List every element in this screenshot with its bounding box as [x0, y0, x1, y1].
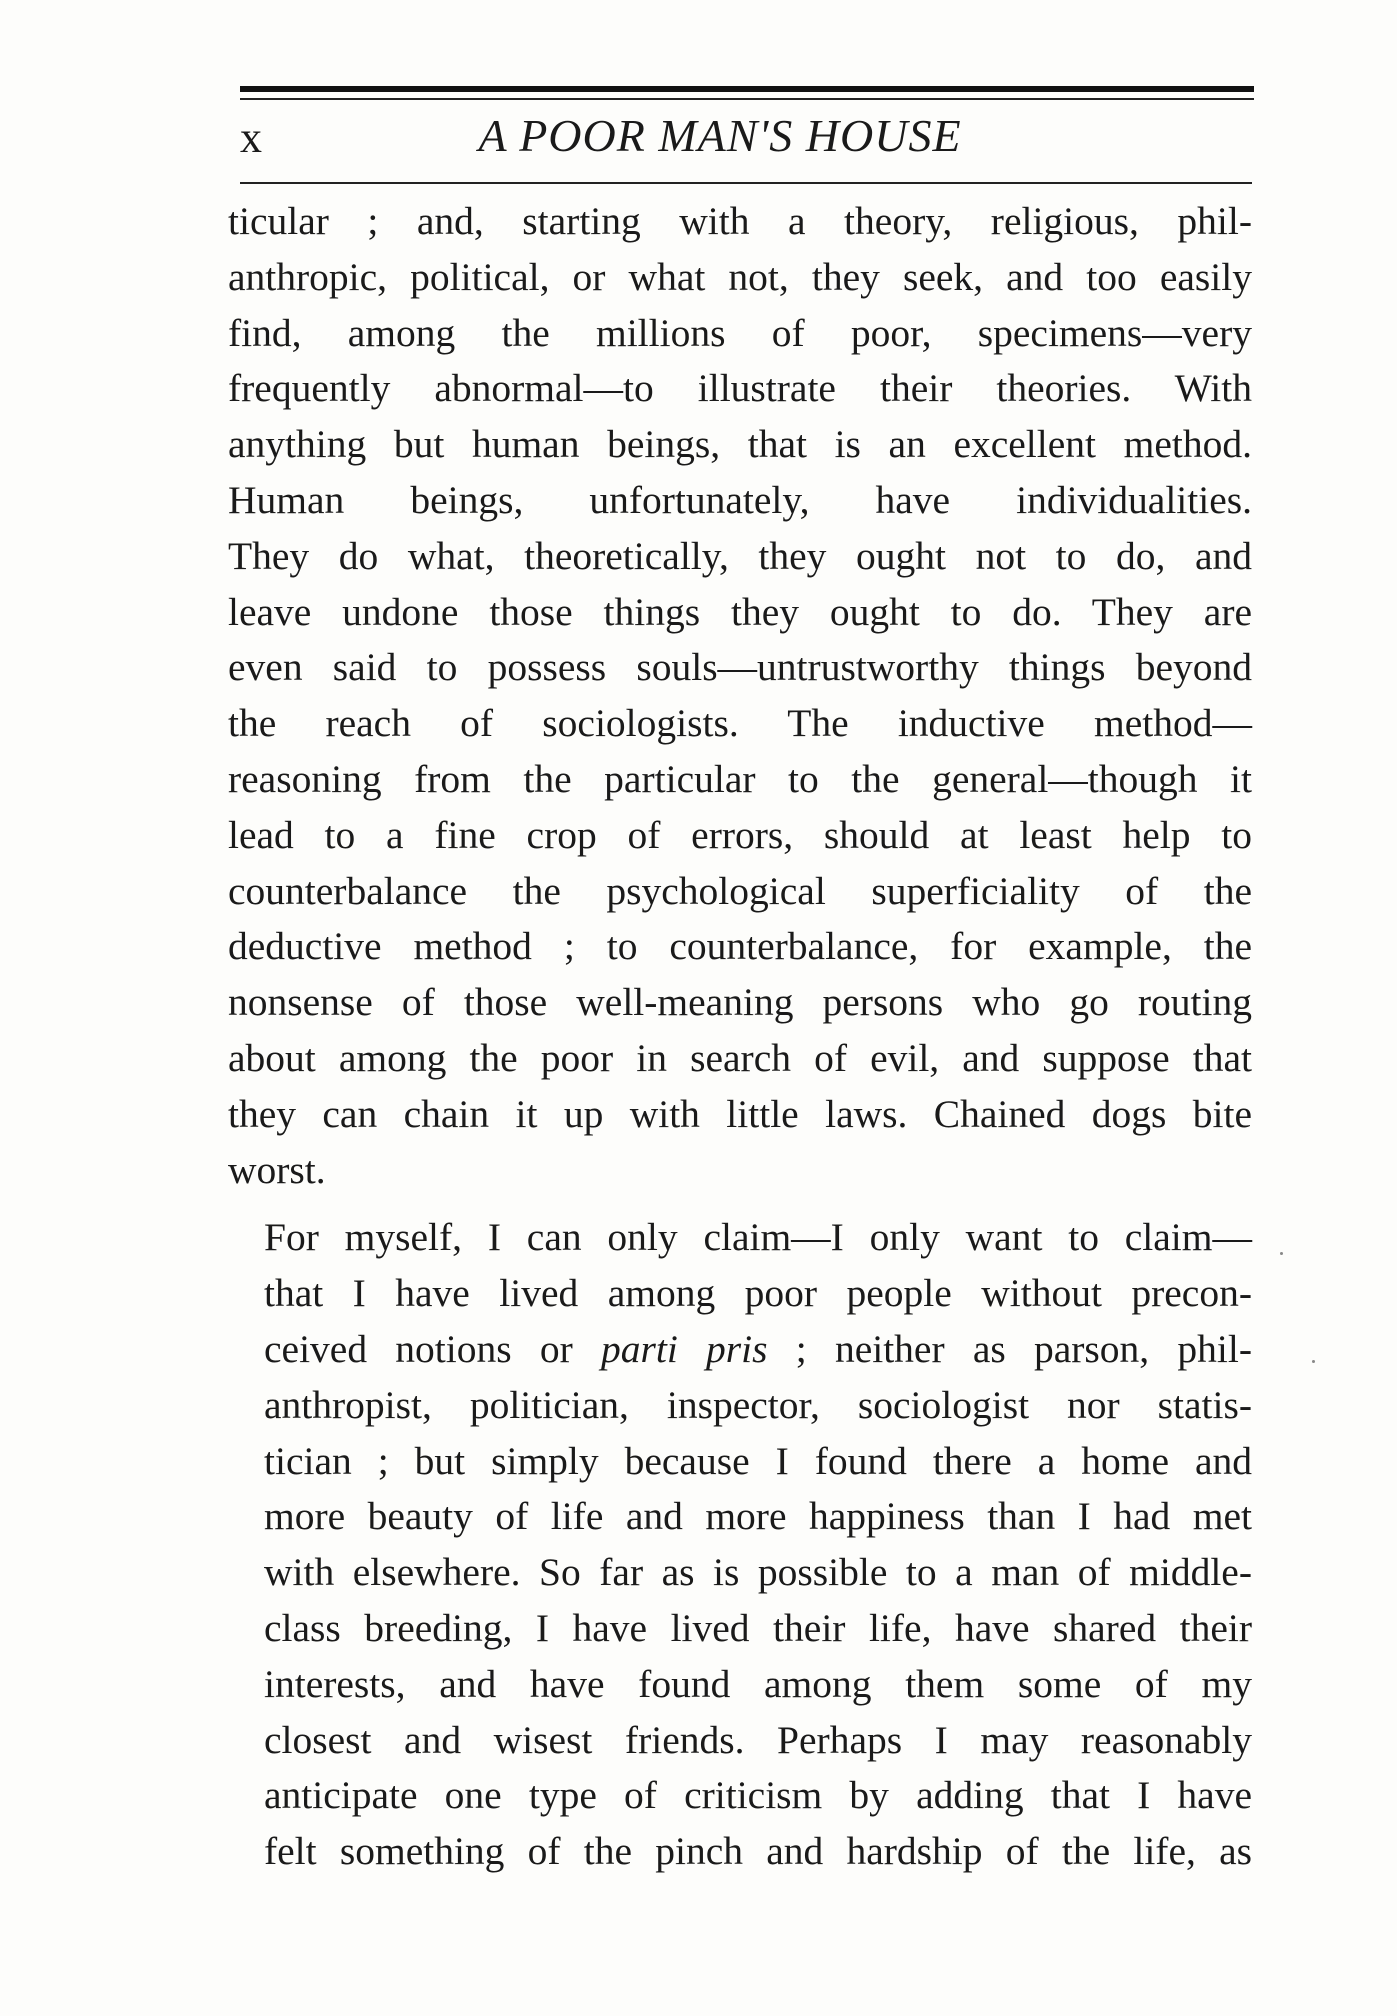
text-segment: ; neither as parson, phil- — [767, 1326, 1252, 1371]
text-line: tician ; but simply because I found there a home and — [264, 1438, 1252, 1483]
text-segment: ceived notions or — [264, 1326, 601, 1371]
text-line: interests, and have found among them some of my — [264, 1661, 1252, 1706]
text-line: the reach of sociologists. The inductive method— — [228, 701, 1252, 746]
text-line: They do what, theoretically, they ought not to do, and — [228, 533, 1252, 578]
text-line: felt something of the pinch and hardship of the life, as — [264, 1829, 1252, 1874]
running-head-title: A POOR MAN'S HOUSE — [478, 110, 962, 161]
body-text — [228, 194, 1252, 1880]
page-number: x — [240, 113, 262, 162]
text-line: even said to possess souls—untrustworthy things beyond — [228, 645, 1252, 690]
text-line: frequently abnormal—to illustrate their theories. With — [228, 366, 1252, 411]
text-line: class breeding, I have lived their life, have shared their — [264, 1605, 1252, 1650]
print-speck — [1312, 1360, 1315, 1363]
paragraph-1 — [228, 194, 1252, 1198]
print-speck — [1280, 1252, 1283, 1255]
text-line: anthropic, political, or what not, they seek, and too easily — [228, 254, 1252, 299]
text-line: anything but human beings, that is an excellent method. — [228, 422, 1252, 467]
italic-phrase: parti pris — [600, 1326, 768, 1371]
text-line: deductive method ; to counterbalance, for example, the — [228, 924, 1252, 969]
text-line: ticular ; and, starting with a theory, religious, phil- — [228, 199, 1252, 243]
paragraph-2 — [228, 1210, 1252, 1880]
top-thin-rule — [240, 98, 1254, 100]
text-line: worst. — [228, 1147, 326, 1192]
text-line: anticipate one type of criticism by adding that I have — [264, 1773, 1252, 1818]
top-thick-rule — [240, 86, 1254, 92]
text-line: lead to a fine crop of errors, should at least help to — [228, 812, 1252, 857]
text-line: closest and wisest friends. Perhaps I may reasonably — [264, 1717, 1252, 1762]
text-line: more beauty of life and more happiness than I had met — [264, 1494, 1252, 1539]
text-line: Human beings, unfortunately, have individualities. — [228, 477, 1252, 522]
text-line: about among the poor in search of evil, and suppose that — [228, 1035, 1252, 1080]
header-rule — [240, 182, 1252, 184]
text-line: find, among the millions of poor, specimens—very — [228, 310, 1252, 355]
text-line: reasoning from the particular to the general—though it — [228, 756, 1252, 801]
text-line: nonsense of those well-meaning persons who go routing — [228, 980, 1252, 1025]
text-line: they can chain it up with little laws. Chained dogs bite — [228, 1091, 1252, 1136]
text-line: leave undone those things they ought to do. They are — [228, 589, 1252, 634]
text-line: with elsewhere. So far as is possible to a man of middle- — [264, 1550, 1252, 1595]
text-line: counterbalance the psychological superficiality of the — [228, 868, 1252, 913]
text-line: anthropist, politician, inspector, sociologist nor statis- — [264, 1382, 1252, 1427]
text-line: For myself, I can only claim—I only want to claim— — [264, 1215, 1252, 1260]
text-line: that I have lived among poor people without precon- — [264, 1271, 1252, 1316]
text-line-with-italic — [228, 1322, 1252, 1378]
